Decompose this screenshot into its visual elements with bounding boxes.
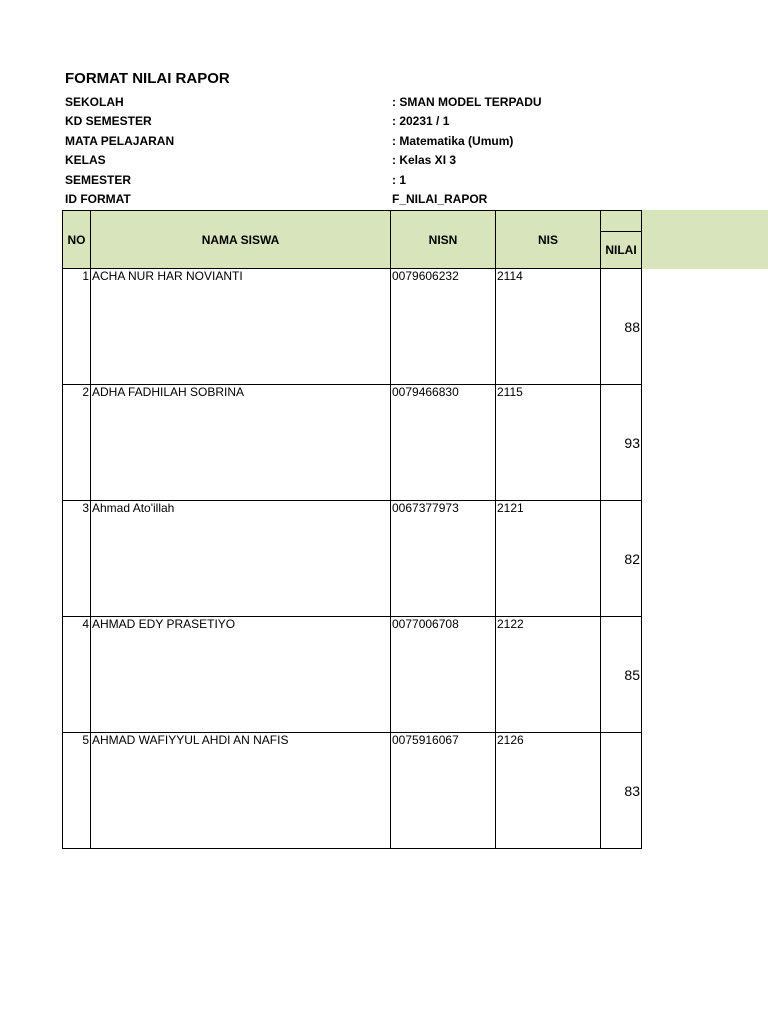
cell-no: 2 xyxy=(63,385,91,501)
cell-nis: 2126 xyxy=(496,733,601,849)
page-title: FORMAT NILAI RAPOR xyxy=(65,70,230,87)
header-nilai: NILAI xyxy=(601,232,642,269)
cell-nilai: 83 xyxy=(601,733,642,849)
cell-nisn: 0067377973 xyxy=(391,501,496,617)
cell-nama: ACHA NUR HAR NOVIANTI xyxy=(91,269,391,385)
table-row xyxy=(63,501,642,617)
table-row xyxy=(63,733,642,849)
table-row xyxy=(63,617,642,733)
cell-nisn: 0079606232 xyxy=(391,269,496,385)
grades-table xyxy=(62,210,642,849)
header-nis: NIS xyxy=(496,211,601,269)
cell-no: 3 xyxy=(63,501,91,617)
header-nilai-group xyxy=(601,211,642,232)
cell-nama: AHMAD EDY PRASETIYO xyxy=(91,617,391,733)
table-row xyxy=(63,269,642,385)
meta-value-sekolah: : SMAN MODEL TERPADU xyxy=(392,95,542,109)
cell-nis: 2114 xyxy=(496,269,601,385)
cell-nisn: 0075916067 xyxy=(391,733,496,849)
meta-label-semester: SEMESTER xyxy=(65,173,132,187)
header-nama-siswa: NAMA SISWA xyxy=(91,211,391,269)
meta-value-kelas: : Kelas XI 3 xyxy=(392,153,457,167)
meta-label-sekolah: SEKOLAH xyxy=(65,95,124,109)
meta-label-mata-pelajaran: MATA PELAJARAN xyxy=(65,134,175,148)
cell-nama: AHMAD WAFIYYUL AHDI AN NAFIS xyxy=(91,733,391,849)
meta-label-id-format: ID FORMAT xyxy=(65,192,131,206)
cell-nilai: 85 xyxy=(601,617,642,733)
cell-nama: Ahmad Ato'illah xyxy=(91,501,391,617)
header-nisn: NISN xyxy=(391,211,496,269)
cell-nis: 2121 xyxy=(496,501,601,617)
meta-label-kelas: KELAS xyxy=(65,153,106,167)
meta-label-kd-semester: KD SEMESTER xyxy=(65,114,152,128)
header-no: NO xyxy=(63,211,91,269)
cell-nilai: 93 xyxy=(601,385,642,501)
cell-nilai: 88 xyxy=(601,269,642,385)
cell-no: 1 xyxy=(63,269,91,385)
cell-nisn: 0077006708 xyxy=(391,617,496,733)
meta-value-mata-pelajaran: : Matematika (Umum) xyxy=(392,134,514,148)
cell-nisn: 0079466830 xyxy=(391,385,496,501)
cell-nis: 2115 xyxy=(496,385,601,501)
meta-value-semester: : 1 xyxy=(392,173,407,187)
header-fill-extension xyxy=(641,210,768,269)
cell-no: 4 xyxy=(63,617,91,733)
cell-nama: ADHA FADHILAH SOBRINA xyxy=(91,385,391,501)
cell-nis: 2122 xyxy=(496,617,601,733)
cell-nilai: 82 xyxy=(601,501,642,617)
table-row xyxy=(63,385,642,501)
meta-value-id-format: F_NILAI_RAPOR xyxy=(392,192,488,206)
meta-value-kd-semester: : 20231 / 1 xyxy=(392,114,450,128)
cell-no: 5 xyxy=(63,733,91,849)
